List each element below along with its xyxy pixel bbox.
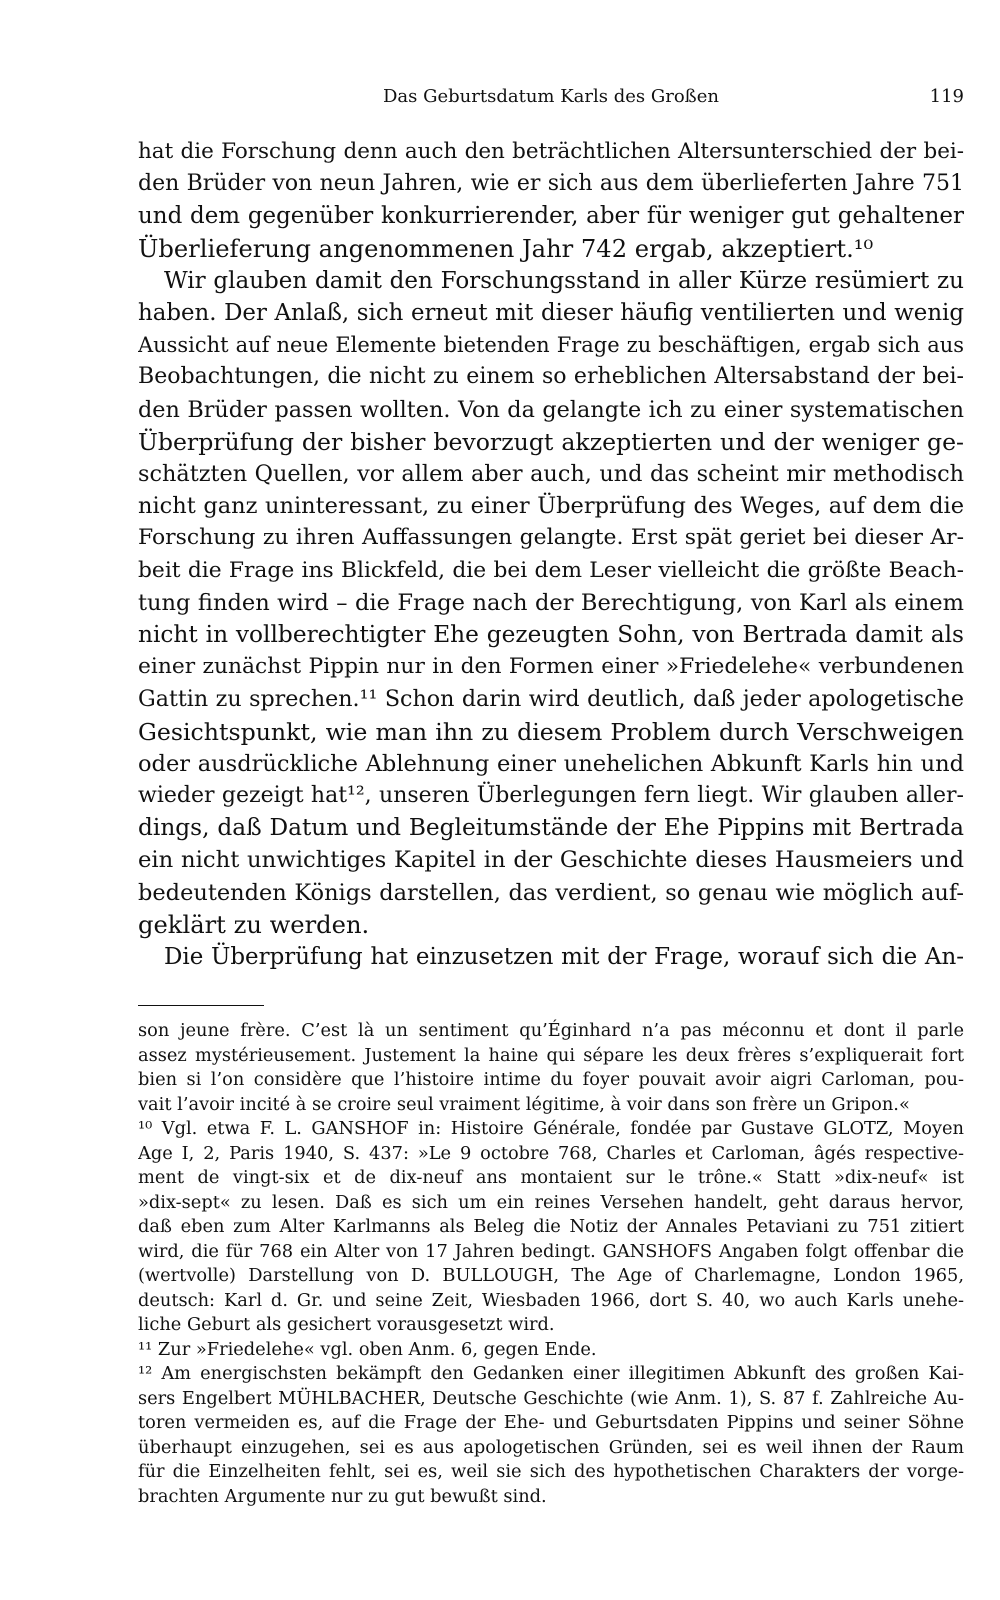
page-number: 119 [929,86,964,107]
footnote-line: assez mystérieusement. Justement la haine qui sépare les deux frères s’expliquerait fort [138,1044,964,1066]
footnote-line: deutsch: Karl d. Gr. und seine Zeit, Wiesbaden 1966, dort S. 40, wo auch Karls unehe- [138,1289,964,1311]
body-line: Wir glauben damit den Forschungsstand in aller Kürze resümiert zu [164,267,964,294]
body-line: den Brüder von neun Jahren, wie er sich aus dem überlieferten Jahre 751 [138,171,964,197]
body-line: den Brüder passen wollten. Von da gelangte ich zu einer systematischen [138,396,964,423]
body-line: einer zunächst Pippin nur in den Formen einer »Friedelehe« verbundenen [138,654,964,680]
footnote-line: daß eben zum Alter Karlmanns als Beleg die Notiz der Annales Petaviani zu 751 zitiert [138,1216,964,1237]
body-line: geklärt zu werden. [138,910,370,939]
body-line: Gesichtspunkt, wie man ihn zu diesem Problem durch Verschweigen [138,717,964,746]
footnote-divider [138,1005,264,1006]
body-line: Gattin zu sprechen.¹¹ Schon darin wird deutlich, daß jeder apologetische [138,686,964,713]
running-title: Das Geburtsdatum Karls des Großen [383,86,719,107]
footnotes [138,1019,964,1509]
body-line: nicht ganz uninteressant, zu einer Überprüfung des Weges, auf dem die [138,493,964,520]
footnote-line: ¹² Am energischsten bekämpft den Gedanken einer illegitimen Abkunft des großen Kai- [138,1363,964,1384]
footnote-line: vait l’avoir incité à se croire seul vraiment légitime, à voir dans son frère un Gripon.« [138,1093,910,1115]
body-text [138,136,964,973]
footnote-line: ¹⁰ Vgl. etwa F. L. GANSHOF in: Histoire Générale, fondée par Gustave GLOTZ, Moyen [138,1118,964,1139]
footnote-line: brachten Argumente nur zu gut bewußt sind. [138,1485,547,1507]
body-line: Aussicht auf neue Elemente bietenden Frage zu beschäftigen, ergab sich aus [138,333,964,358]
body-line: schätzten Quellen, vor allem aber auch, und das scheint mir methodisch [138,461,964,488]
footnote-line: sers Engelbert MÜHLBACHER, Deutsche Geschichte (wie Anm. 1), S. 87 f. Zahlreiche Au- [138,1387,964,1409]
body-line: Überlieferung angenommenen Jahr 742 ergab, akzeptiert.¹⁰ [138,234,874,263]
body-line: beit die Frage ins Blickfeld, die bei dem Leser vielleicht die größte Beach- [138,557,964,583]
body-line: ein nicht unwichtiges Kapitel in der Geschichte dieses Hausmeiers und [138,847,964,874]
body-line: oder ausdrückliche Ablehnung einer unehelichen Abkunft Karls hin und [138,750,964,777]
footnote-line: »dix-sept« zu lesen. Daß es sich um ein reines Versehen handelt, geht daraus hervor, [138,1191,964,1213]
body-line: bedeutenden Königs darstellen, das verdient, so genau wie möglich auf- [138,879,964,906]
footnote-line: ¹¹ Zur »Friedelehe« vgl. oben Anm. 6, gegen Ende. [138,1338,597,1360]
body-line: tung finden wird – die Frage nach der Berechtigung, von Karl als einem [138,589,964,616]
footnote-line: wird, die für 768 ein Alter von 17 Jahren bedingt. GANSHOFS Angaben folgt offenbar die [138,1240,964,1262]
footnote-line: für die Einzelheiten fehlt, sei es, weil sie sich des hypothetischen Charakters der vorge- [138,1461,964,1482]
body-line: Beobachtungen, die nicht zu einem so erheblichen Altersabstand der bei- [138,364,964,390]
footnote-line: (wertvolle) Darstellung von D. BULLOUGH, The Age of Charlemagne, London 1965, [138,1265,964,1286]
footnote-line: son jeune frère. C’est là un sentiment qu’Éginhard n’a pas méconnu et dont il parle [138,1020,964,1041]
footnote-line: ment de vingt-six et de dix-neuf ans montaient sur le trône.« Statt »dix-neuf« ist [138,1167,964,1188]
body-line: wieder gezeigt hat¹², unseren Überlegungen fern liegt. Wir glauben aller- [138,783,964,809]
body-line: Die Überprüfung hat einzusetzen mit der Frage, worauf sich die An- [164,944,964,971]
body-line: hat die Forschung denn auch den beträchtlichen Altersunterschied der bei- [138,139,964,164]
footnote-line: liche Geburt als gesichert vorausgesetzt wird. [138,1314,555,1335]
body-line: und dem gegenüber konkurrierender, aber für weniger gut gehaltener [138,203,964,230]
body-line: Forschung zu ihren Auffassungen gelangte. Erst spät geriet bei dieser Ar- [138,525,964,551]
body-line: nicht in vollberechtigter Ehe gezeugten Sohn, von Bertrada damit als [138,621,964,649]
body-line: dings, daß Datum und Begleitumstände der Ehe Pippins mit Bertrada [138,814,964,842]
body-line: haben. Der Anlaß, sich erneut mit dieser häufig ventilierten und wenig [138,300,964,327]
footnote-line: Age I, 2, Paris 1940, S. 437: »Le 9 octobre 768, Charles et Carloman, âgés respective- [138,1142,964,1164]
footnote-line: toren vermeiden es, auf die Frage der Ehe- und Geburtsdaten Pippins und seiner Söhne [138,1412,964,1433]
body-line: Überprüfung der bisher bevorzugt akzeptierten und der weniger ge- [138,427,964,456]
footnote-line: bien si l’on considère que l’histoire intime du foyer pouvait avoir aigri Carloman, pou- [138,1069,964,1090]
footnote-line: überhaupt einzugehen, sei es aus apologetischen Gründen, sei es weil ihnen der Raum [138,1436,964,1458]
